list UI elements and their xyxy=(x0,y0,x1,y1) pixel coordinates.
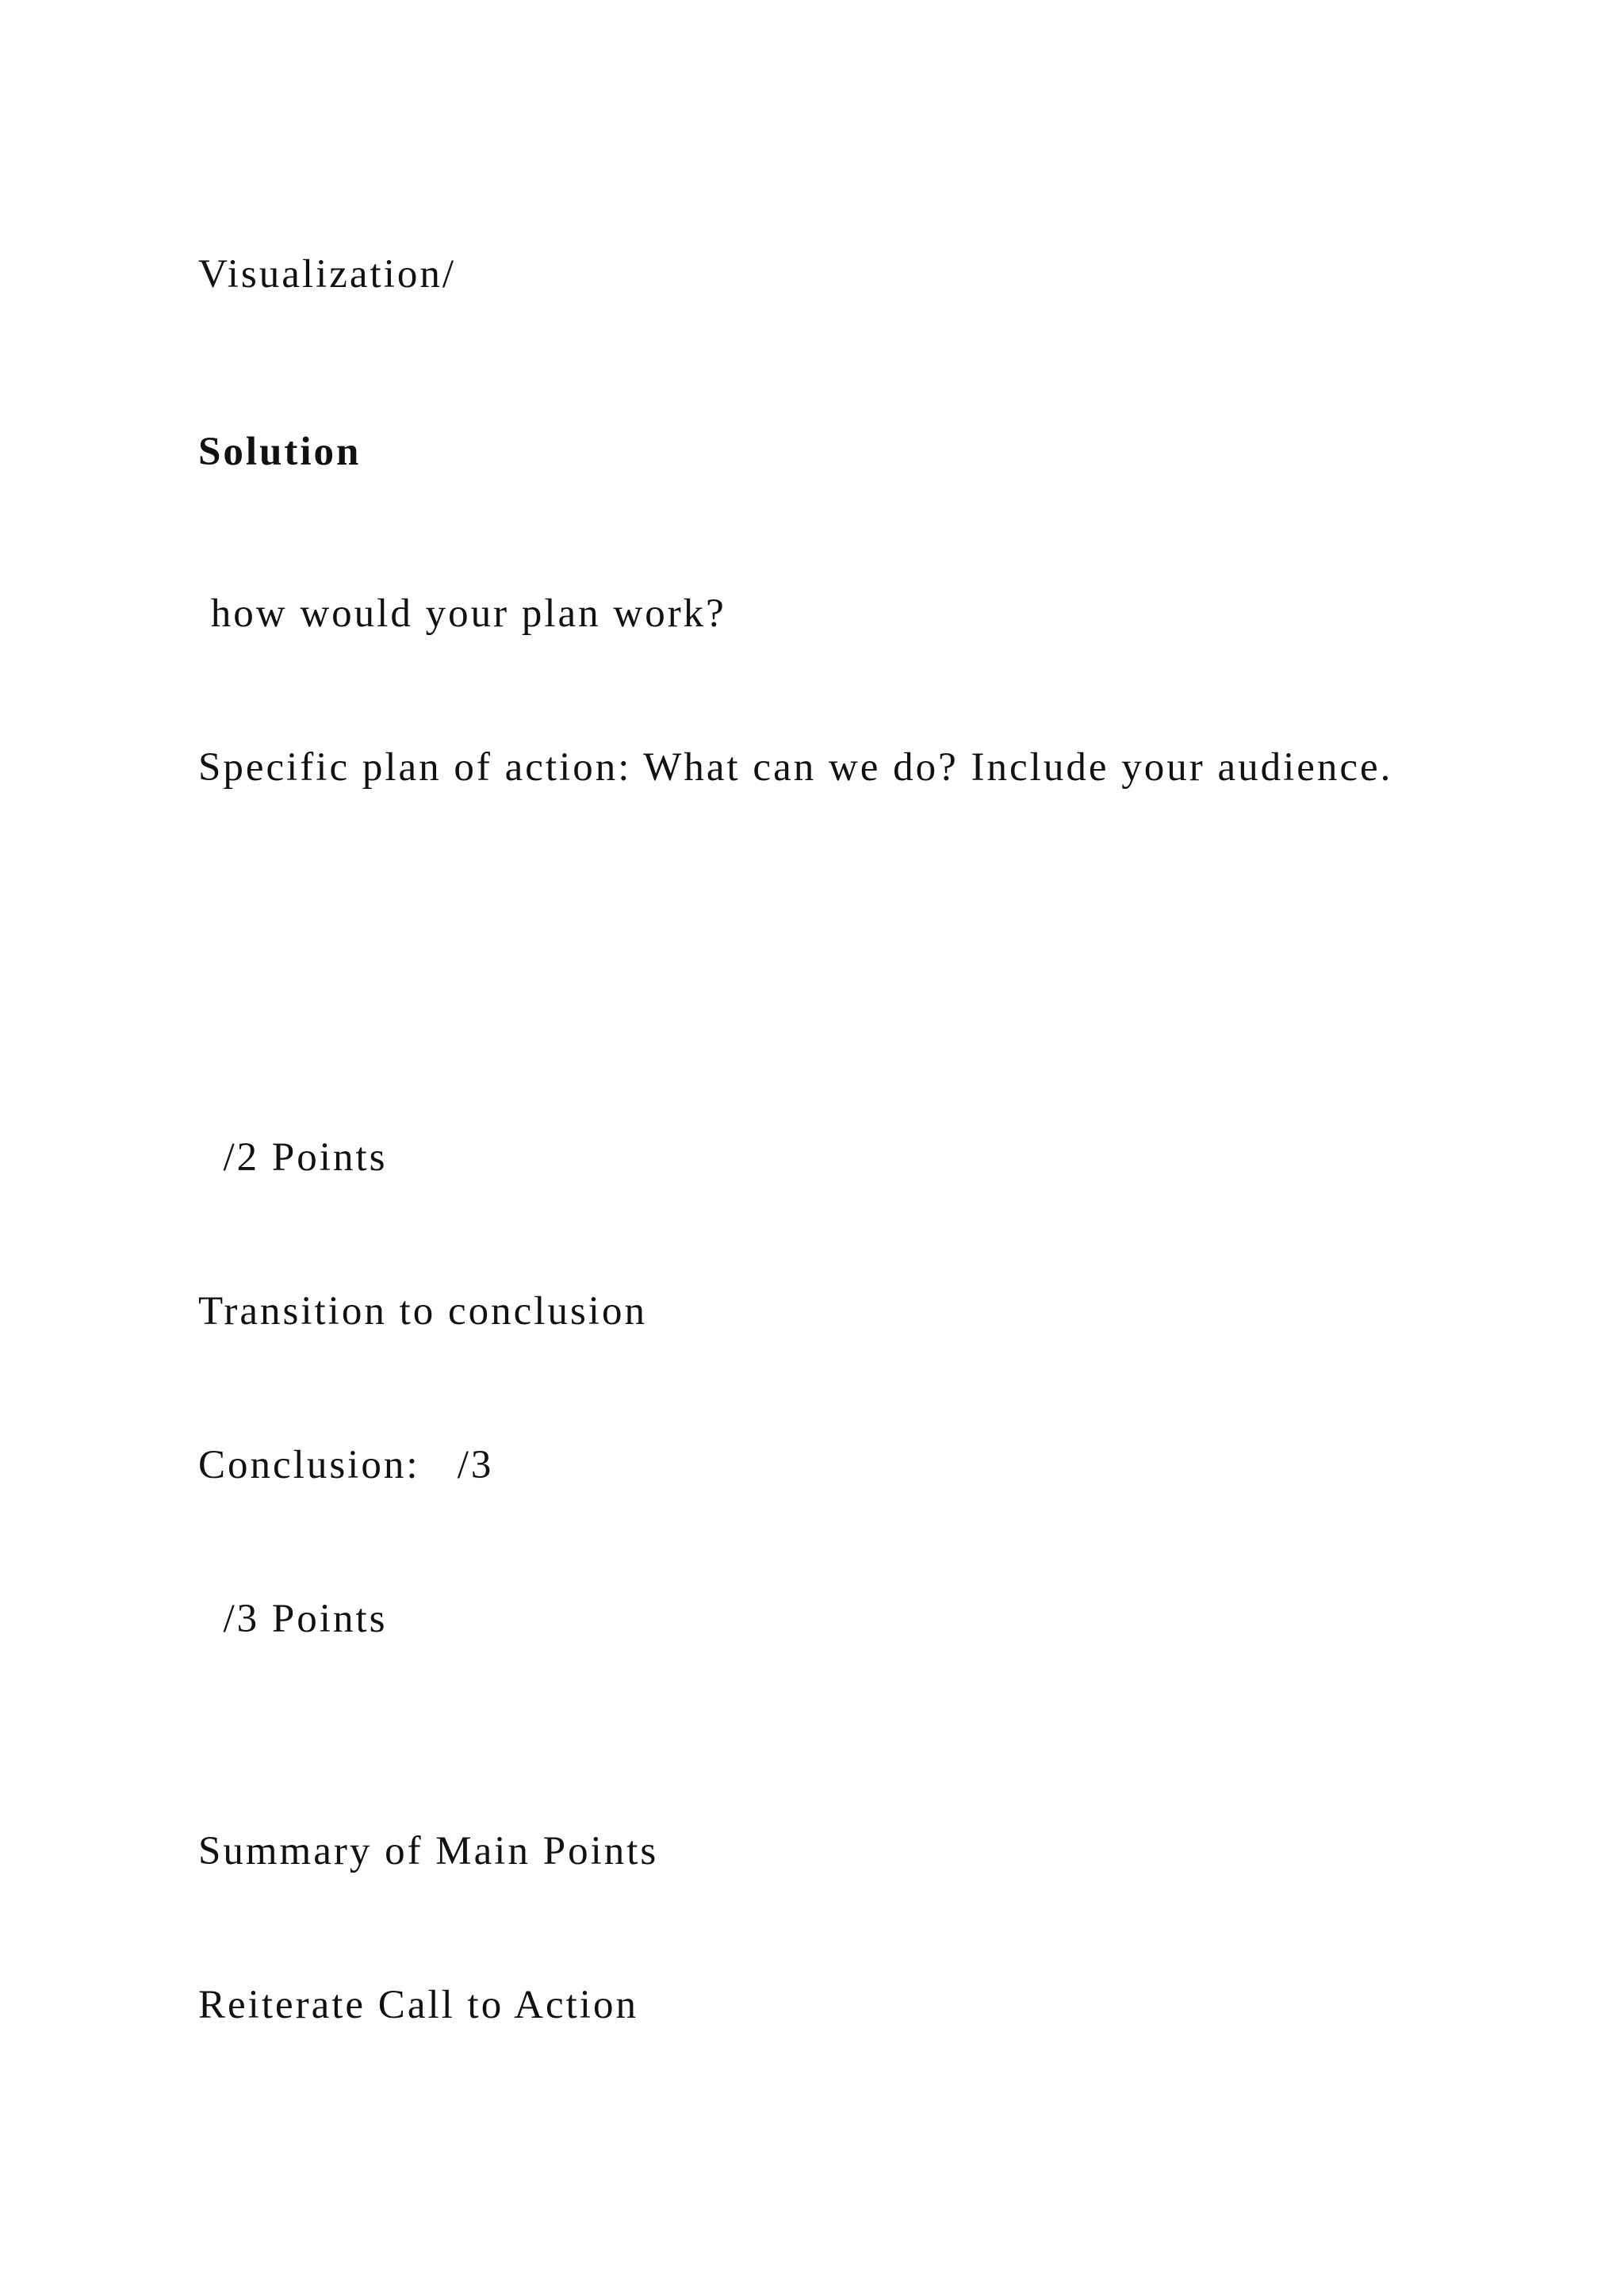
summary-line: Summary of Main Points xyxy=(198,1829,659,1873)
points-label-2: /2 Points xyxy=(198,1135,388,1180)
points-label-3: /3 Points xyxy=(198,1597,388,1641)
transition-line: Transition to conclusion xyxy=(198,1289,647,1334)
conclusion-line: Conclusion: /3 xyxy=(198,1443,494,1487)
solution-heading: Solution xyxy=(198,430,362,474)
call-to-action-line: Reiterate Call to Action xyxy=(198,1983,638,2027)
plan-question: how would your plan work? xyxy=(198,591,726,636)
visualization-label: Visualization/ xyxy=(198,252,457,297)
specific-plan-line: Specific plan of action: What can we do? Include your audience. xyxy=(198,745,1393,790)
